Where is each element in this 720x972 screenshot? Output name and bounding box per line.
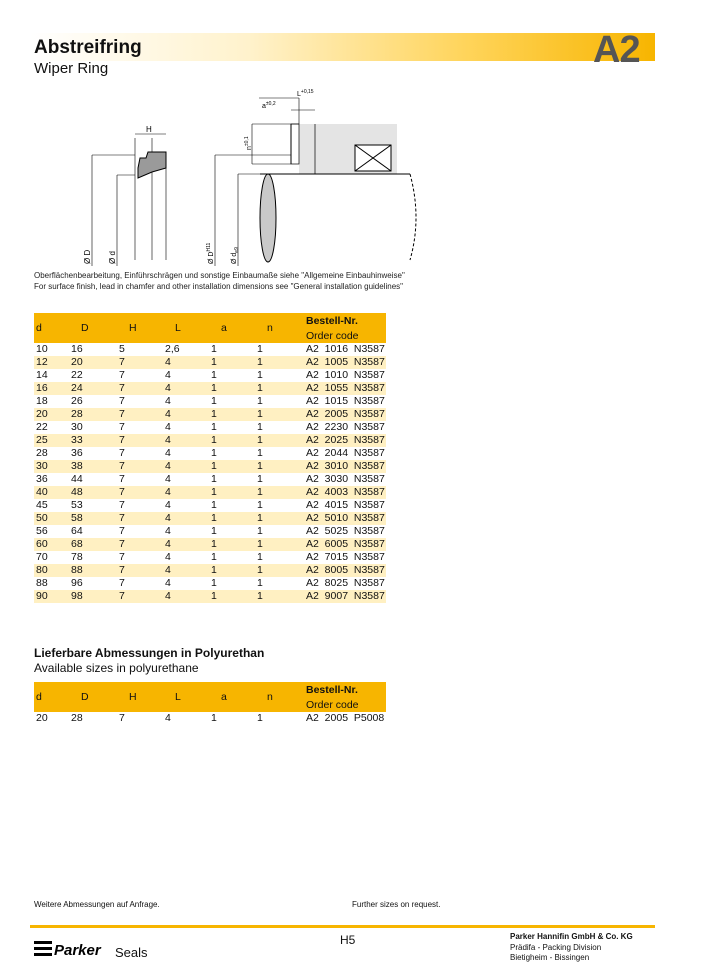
table-cell: 88 [36, 577, 48, 589]
table-cell: 33 [71, 434, 119, 447]
table-cell: 80 [34, 564, 71, 577]
table-cell: A2 5025 N3587 [306, 525, 385, 537]
table-cell: 53 [71, 499, 83, 511]
table-cell: 1 [211, 564, 257, 577]
section2-subtitle: Available sizes in polyurethane [34, 661, 199, 675]
table-cell: 4 [165, 486, 211, 499]
col-L: L [165, 313, 211, 343]
table-cell: 1 [211, 538, 257, 551]
table-cell: 1 [211, 525, 217, 537]
table-cell: 44 [71, 473, 83, 485]
table-cell: 26 [71, 395, 83, 407]
table-cell: 1 [257, 712, 263, 724]
table-cell: 4 [165, 525, 171, 537]
table-cell: 7 [119, 525, 125, 537]
table-cell: 1 [211, 499, 217, 511]
dim-label-d: Ø d [108, 251, 117, 264]
table-cell: 1 [211, 473, 217, 485]
col-n: n [257, 313, 303, 343]
table-cell: 1 [257, 590, 303, 603]
table-cell: 1 [211, 590, 257, 603]
table-cell: 40 [34, 486, 71, 499]
table-cell: A2 1010 N3587 [306, 369, 385, 381]
company-location: Bietigheim - Bissingen [510, 953, 590, 962]
table-cell: 1 [211, 434, 257, 447]
installation-note-en: For surface finish, lead in chamfer and other installation dimensions see "General installation guidelines" [34, 282, 403, 291]
table-cell: 4 [165, 499, 171, 511]
col-D: D [71, 682, 119, 712]
table-cell: 30 [34, 460, 71, 473]
col-order-de: Bestell-Nr. [303, 682, 386, 697]
table-cell: A2 7015 N3587 [306, 551, 385, 563]
table-cell: 2,6 [165, 343, 180, 355]
table-cell: 10 [36, 343, 48, 355]
table-cell: 1 [211, 382, 257, 395]
table-cell: 4 [165, 434, 211, 447]
page-number: H5 [340, 933, 356, 947]
table-row [34, 382, 386, 395]
table-cell: 1 [211, 395, 217, 407]
table-cell: 1 [257, 434, 303, 447]
table-cell: 7 [119, 460, 165, 473]
section-code: A2 [593, 29, 640, 71]
table-cell: A2 4015 N3587 [306, 499, 385, 511]
table-cell: 7 [119, 382, 165, 395]
table-cell: 1 [257, 369, 263, 381]
table-row [34, 421, 386, 434]
table-cell: 4 [165, 421, 171, 433]
table-cell: A2 2005 P5008 [306, 712, 385, 724]
table-cell: 7 [119, 434, 165, 447]
table-row [34, 577, 386, 590]
table-cell: A2 1005 N3587 [303, 356, 386, 369]
table-cell: 12 [34, 356, 71, 369]
table-cell: 7 [119, 421, 125, 433]
table-cell: 4 [165, 408, 211, 421]
table-cell: 7 [119, 564, 165, 577]
dim-label-de: Ø $d_{e9}$ [231, 247, 240, 264]
col-D: D [71, 313, 119, 343]
table-cell: 88 [71, 564, 119, 577]
col-a: a [211, 682, 257, 712]
company-division: Prädifa - Packing Division [510, 942, 602, 952]
col-n: n [257, 682, 303, 712]
col-a: a [211, 313, 257, 343]
table-cell: 1 [257, 447, 263, 459]
dim-label-L: $L^{+0,15}$ [297, 89, 314, 98]
table-cell: 7 [119, 499, 125, 511]
table-cell: 4 [165, 512, 211, 525]
table-cell: A2 2005 N3587 [303, 408, 386, 421]
installation-section [215, 98, 416, 266]
table-cell: 4 [165, 356, 211, 369]
polyurethane-table [34, 682, 386, 725]
table-cell: 98 [71, 590, 119, 603]
table-row [34, 512, 386, 525]
table-cell: 7 [119, 712, 125, 724]
table-cell: 1 [211, 408, 257, 421]
col-order-en: Order code [303, 328, 386, 343]
table-cell: 1 [211, 343, 217, 355]
table-row [34, 564, 386, 577]
table-cell: A2 4003 N3587 [303, 486, 386, 499]
table-row [34, 395, 386, 408]
table-cell: A2 1016 N3587 [306, 343, 385, 355]
table-cell: 1 [257, 525, 263, 537]
table-cell: 1 [257, 538, 303, 551]
table-cell: 28 [71, 408, 119, 421]
page-subtitle: Wiper Ring [34, 60, 109, 77]
table-cell: 1 [211, 356, 257, 369]
table-cell: 1 [257, 382, 303, 395]
dim-label-a: $a^{\pm 0,2}$ [262, 101, 276, 110]
dim-label-n: $n^{\pm 0,1}$ [244, 136, 253, 150]
table-cell: 5 [119, 343, 125, 355]
table-cell: 4 [165, 473, 171, 485]
table-cell: 1 [257, 408, 303, 421]
table-cell: 1 [211, 447, 217, 459]
table-row [34, 408, 386, 421]
col-order-en: Order code [303, 697, 386, 712]
table-row [34, 356, 386, 369]
table-cell: 78 [71, 551, 83, 563]
table-cell: 4 [165, 382, 211, 395]
table-cell: 7 [119, 369, 125, 381]
dim-label-D: Ø D [83, 249, 92, 264]
table-cell: A2 1055 N3587 [303, 382, 386, 395]
table-row [34, 486, 386, 499]
table-cell: 1 [257, 512, 303, 525]
table-row [34, 525, 386, 538]
table-cell: 4 [165, 564, 211, 577]
table-cell: 7 [119, 538, 165, 551]
table-row [34, 369, 386, 382]
table-cell: 1 [211, 369, 217, 381]
table-cell: A2 3010 N3587 [303, 460, 386, 473]
table-row [34, 473, 386, 486]
table-row [34, 460, 386, 473]
table-cell: 7 [119, 577, 125, 589]
table-cell: 1 [211, 712, 217, 724]
table-cell: 36 [36, 473, 48, 485]
table-header-row [34, 313, 386, 328]
table-cell: 1 [257, 551, 263, 563]
table-cell: 4 [165, 551, 171, 563]
table-cell: 1 [257, 499, 263, 511]
table-cell: 16 [71, 343, 83, 355]
table-cell: 1 [257, 473, 263, 485]
table-cell: 1 [211, 551, 217, 563]
table-cell: 18 [36, 395, 48, 407]
table-cell: 22 [71, 369, 83, 381]
table-cell: 1 [257, 356, 303, 369]
table-cell: 60 [34, 538, 71, 551]
table-cell: 28 [71, 712, 83, 724]
table-cell: 38 [71, 460, 119, 473]
footer-note-en: Further sizes on request. [352, 900, 441, 909]
table-cell: 4 [165, 590, 211, 603]
table-cell: 28 [36, 447, 48, 459]
table-cell: A2 5010 N3587 [303, 512, 386, 525]
table-cell: 7 [119, 512, 165, 525]
table-cell: 14 [36, 369, 48, 381]
table-cell: 7 [119, 551, 125, 563]
table-cell: A2 8005 N3587 [303, 564, 386, 577]
table-cell: 64 [71, 525, 83, 537]
table-cell: 45 [36, 499, 48, 511]
table-cell: 4 [165, 538, 211, 551]
table-cell: A2 8025 N3587 [306, 577, 385, 589]
table-row [34, 712, 386, 725]
table-row [34, 499, 386, 512]
table-cell: 1 [257, 564, 303, 577]
table-cell: A2 2025 N3587 [303, 434, 386, 447]
table-cell: 1 [211, 460, 257, 473]
parker-logo [34, 937, 114, 961]
col-H: H [119, 313, 165, 343]
table-cell: 1 [257, 421, 263, 433]
company-info [510, 932, 633, 964]
section2-title: Lieferbare Abmessungen in Polyurethan [34, 646, 265, 660]
table-cell: 25 [34, 434, 71, 447]
table-row [34, 447, 386, 460]
table-row [34, 551, 386, 564]
table-cell: 7 [119, 447, 125, 459]
table-cell: 1 [257, 343, 263, 355]
table-cell: A2 9007 N3587 [303, 590, 386, 603]
table-cell: A2 6005 N3587 [303, 538, 386, 551]
table-cell: 7 [119, 473, 125, 485]
table-cell: 20 [34, 408, 71, 421]
table-cell: 7 [119, 408, 165, 421]
table-cell: A2 2230 N3587 [306, 421, 385, 433]
table-cell: 4 [165, 447, 171, 459]
dim-label-H: H [146, 125, 152, 134]
table-header-row [34, 682, 386, 697]
company-name: Parker Hannifin GmbH & Co. KG [510, 932, 633, 941]
table-cell: 4 [165, 577, 171, 589]
table-cell: 22 [36, 421, 48, 433]
table-row [34, 343, 386, 356]
page-title: Abstreifring [34, 37, 142, 58]
footer-line [30, 925, 655, 928]
table-cell: 1 [257, 460, 303, 473]
table-cell: 24 [71, 382, 119, 395]
table-cell: 1 [211, 577, 217, 589]
table-cell: 1 [211, 421, 217, 433]
table-cell: 7 [119, 395, 125, 407]
dim-label-DH: Ø $D^{H11}$ [206, 242, 215, 264]
col-d: d [34, 313, 71, 343]
table-row [34, 538, 386, 551]
table-cell: 20 [36, 712, 48, 724]
table-cell: 7 [119, 356, 165, 369]
table-cell: 36 [71, 447, 83, 459]
col-L: L [165, 682, 211, 712]
table-cell: 7 [119, 590, 165, 603]
technical-drawing [80, 88, 440, 270]
table-cell: 30 [71, 421, 83, 433]
table-cell: 1 [257, 486, 303, 499]
col-d: d [34, 682, 71, 712]
table-cell: 48 [71, 486, 119, 499]
table-cell: 70 [36, 551, 48, 563]
table-cell: 7 [119, 486, 165, 499]
col-order-de: Bestell-Nr. [303, 313, 386, 328]
installation-note-de: Oberflächenbearbeitung, Einführschrägen und sonstige Einbaumaße siehe "Allgemeine Einbauhinweise" [34, 271, 405, 280]
table-cell: 4 [165, 395, 171, 407]
footer-note-de: Weitere Abmessungen auf Anfrage. [34, 900, 160, 909]
sizes-table [34, 313, 386, 603]
table-row [34, 590, 386, 603]
table-cell: 1 [257, 577, 263, 589]
table-cell: 1 [211, 512, 257, 525]
table-cell: 16 [34, 382, 71, 395]
table-cell: 4 [165, 712, 171, 724]
table-cell: 4 [165, 369, 171, 381]
table-cell: 1 [257, 395, 263, 407]
table-cell: 50 [34, 512, 71, 525]
table-cell: A2 3030 N3587 [306, 473, 385, 485]
table-cell: 4 [165, 460, 211, 473]
table-cell: 58 [71, 512, 119, 525]
ring-section [92, 134, 166, 266]
table-row [34, 434, 386, 447]
table-cell: 90 [34, 590, 71, 603]
svg-text:Parker: Parker [54, 942, 101, 959]
table-cell: 20 [71, 356, 119, 369]
seals-label: Seals [115, 945, 148, 960]
col-H: H [119, 682, 165, 712]
table-cell: 1 [211, 486, 257, 499]
table-cell: 96 [71, 577, 83, 589]
table-cell: A2 2044 N3587 [306, 447, 385, 459]
table-cell: 68 [71, 538, 119, 551]
table-cell: A2 1015 N3587 [306, 395, 385, 407]
table-cell: 56 [36, 525, 48, 537]
